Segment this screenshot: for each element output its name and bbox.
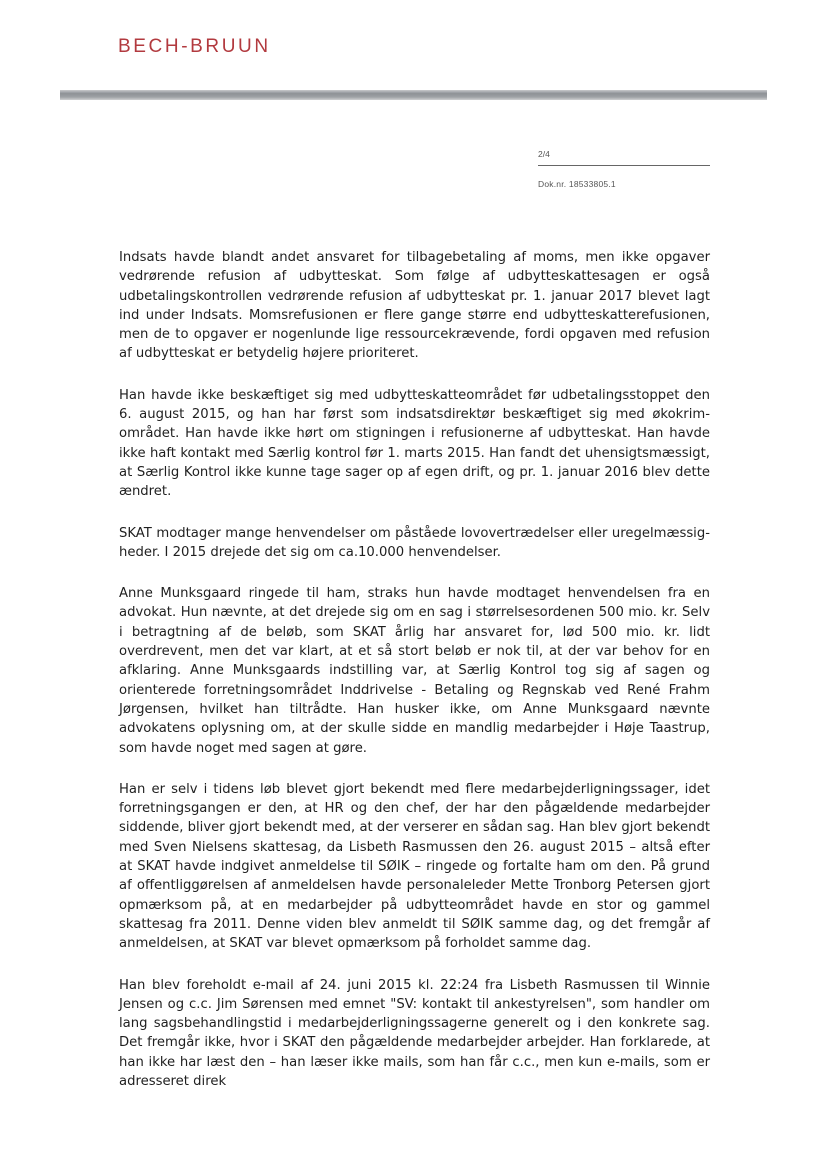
document-number: Dok.nr. 18533805.1 xyxy=(538,179,616,189)
page-number: 2/4 xyxy=(538,149,710,166)
paragraph: Han havde ikke beskæftiget sig med udbytteskatteområdet før udbetalingsstoppet den 6. august 2015, og han har først som indsatsdirektør beskæftiget sig med økokrim-området. Han havde ikke hørt om stigningen i refusionerne af udbytteskat. Han havde ikke haft kontakt med Særlig kontrol før 1. marts 2015. Han fandt det uhensigtsmæssigt, at Særlig Kontrol ikke kunne tage sager op af egen drift, og pr. 1. januar 2016 blev dette ændret. xyxy=(119,387,710,500)
header-divider xyxy=(60,90,767,100)
document-body xyxy=(119,248,710,1113)
paragraph: Indsats havde blandt andet ansvaret for tilbagebetaling af moms, men ikke opgaver vedrørende refusion af udbytteskat. Som følge af udbytteskattesagen er også udbetalingskontrollen vedrørende refusion af udbytteskat pr. 1. januar 2017 blevet lagt ind under Indsats. Momsrefusionen er flere gange større end udbytteskatterefusionen, men de to opgaver er nogenlunde lige ressourcekrævende, fordi opgaven med refusion af udbytteskat er betydelig højere prioriteret. xyxy=(119,250,710,362)
paragraph: Anne Munksgaard ringede til ham, straks hun havde modtaget henvendelsen fra en advokat. Hun nævnte, at det drejede sig om en sag i størrelsesordenen 500 mio. kr. Selv i betragtning af de beløb, som SKAT årlig har ansvaret for, lød 500 mio. kr. lidt overdrevent, men det var klart, at et så stort beløb er nok til, at der var behov for en afklaring. Anne Munksgaards indstilling var, at Særlig Kontrol tog sig af sagen og orienterede forretningsområdet Inddrivelse - Betaling og Regnskab ved René Frahm Jørgensen, hvilket han tiltrådte. Han husker ikke, om Anne Munksgaard nævnte advokatens oplysning om, at der skulle sidde en mandlig medarbejder i Høje Taastrup, som havde noget med sagen at gøre. xyxy=(119,586,710,756)
paragraph: Han er selv i tidens løb blevet gjort bekendt med flere medarbejderligningssager, idet forretningsgangen er den, at HR og den chef, der har den pågældende medarbejder siddende, bliver gjort bekendt med, at der verserer en sådan sag. Han blev gjort bekendt med Sven Nielsens skattesag, da Lisbeth Rasmussen den 26. august 2015 – altså efter at SKAT havde indgivet anmeldelse til SØIK – ringede og fortalte ham om den. På grund af offentliggørelsen af anmeldelsen havde personaleleder Mette Tronborg Petersen gjort opmærksom på, at en medarbejder på udbytteområdet havde en stor og gammel skattesag fra 2011. Denne viden blev anmeldt til SØIK samme dag, og det fremgår af anmeldelsen, at SKAT var blevet opmærksom på forholdet samme dag. xyxy=(119,781,710,952)
company-logo: BECH-BRUUN xyxy=(118,36,271,57)
paragraph: Han blev foreholdt e-mail af 24. juni 2015 kl. 22:24 fra Lisbeth Rasmussen til Winnie Jensen og c.c. Jim Sørensen med emnet "SV: kontakt til ankestyrelsen", som handler om lang sagsbehandlingstid i medarbejderligningssagerne generelt og i den konkrete sag. Det fremgår ikke, hvor i SKAT den pågældende medarbejder arbejder. Han forklarede, at han ikke har læst den – han læser ikke mails, som han får c.c., men kun e-mails, som er adresseret direk xyxy=(119,977,710,1089)
paragraph: SKAT modtager mange henvendelser om påståede lovovertrædelser eller uregelmæssigheder. I 2015 drejede det sig om ca.10.000 henvendelser. xyxy=(119,525,710,560)
document-meta xyxy=(538,149,710,189)
